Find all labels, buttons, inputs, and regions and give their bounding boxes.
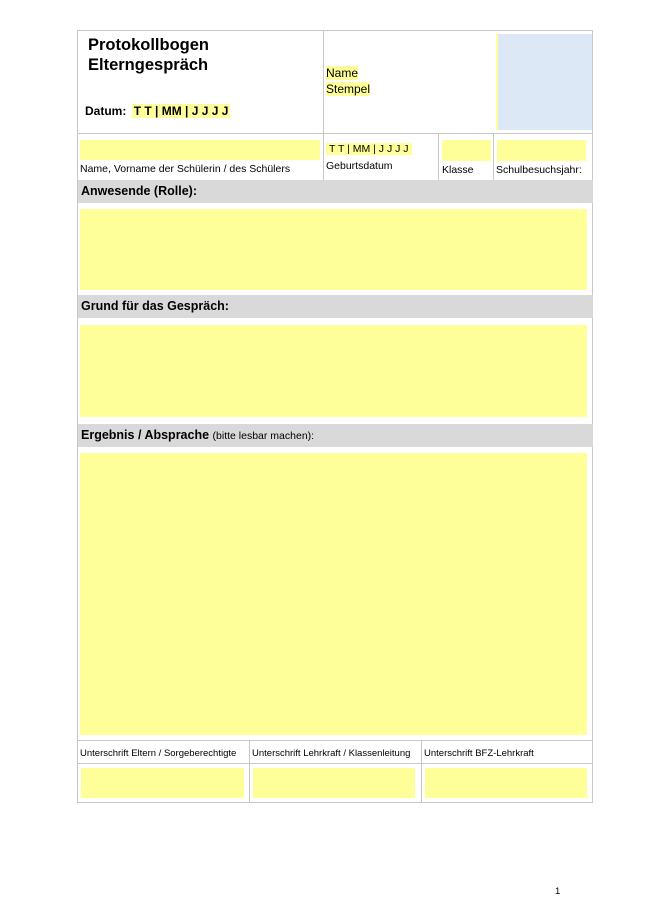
- school-year-label: Schulbesuchsjahr:: [496, 164, 582, 176]
- result-label: Ergebnis / Absprache: [81, 428, 210, 442]
- date-row: [85, 104, 230, 118]
- class-field[interactable]: [442, 140, 491, 161]
- signature-bfz-field[interactable]: [425, 768, 587, 798]
- frame-bottom: [77, 802, 593, 803]
- reason-section-header: [78, 295, 593, 318]
- reason-label: Grund für das Gespräch:: [81, 299, 229, 313]
- stamp-box[interactable]: [496, 34, 592, 130]
- present-section-header: [78, 180, 593, 203]
- signature-parents-field[interactable]: [81, 768, 244, 798]
- class-label: Klasse: [442, 164, 474, 176]
- present-label: Anwesende (Rolle):: [81, 184, 197, 198]
- signature-divider-1: [249, 740, 250, 802]
- title-line-2: Elterngespräch: [88, 56, 209, 74]
- reason-field[interactable]: [80, 325, 587, 417]
- student-divider-2: [438, 133, 439, 180]
- title-line-1: Protokollbogen: [88, 36, 209, 54]
- student-name-label: Name, Vorname der Schülerin / des Schülers: [80, 163, 291, 175]
- stamp-name-label: Name: [326, 66, 359, 80]
- stamp-stempel-label: Stempel: [326, 82, 371, 96]
- result-section-header: [78, 424, 593, 447]
- form-title: [88, 35, 308, 75]
- school-year-field[interactable]: [497, 140, 586, 161]
- signature-parents-label: Unterschrift Eltern / Sorgeberechtigte: [80, 748, 237, 759]
- frame-top: [77, 30, 593, 31]
- result-field[interactable]: [80, 453, 587, 735]
- stamp-labels: [326, 65, 370, 97]
- signature-mid-line: [77, 763, 593, 764]
- date-label: Datum:: [85, 104, 127, 118]
- date-field[interactable]: T T | MM | J J J J: [133, 104, 229, 118]
- signature-bfz-label: Unterschrift BFZ-Lehrkraft: [424, 748, 534, 759]
- frame-left: [77, 30, 78, 803]
- dob-label: Geburtsdatum: [326, 160, 393, 172]
- page-number: 1: [555, 886, 561, 897]
- dob-field[interactable]: T T | MM | J J J J: [326, 143, 412, 155]
- signature-divider-2: [421, 740, 422, 802]
- student-divider-3: [493, 133, 494, 180]
- frame-right: [592, 30, 593, 803]
- present-field[interactable]: [80, 209, 587, 290]
- student-divider-1: [323, 133, 324, 180]
- header-divider: [323, 30, 324, 134]
- signature-top-line: [77, 740, 593, 741]
- student-name-field[interactable]: [80, 140, 320, 160]
- header-bottom-line: [77, 133, 593, 134]
- signature-teacher-field[interactable]: [253, 768, 415, 798]
- signature-teacher-label: Unterschrift Lehrkraft / Klassenleitung: [252, 748, 411, 759]
- result-note: (bitte lesbar machen):: [212, 430, 315, 442]
